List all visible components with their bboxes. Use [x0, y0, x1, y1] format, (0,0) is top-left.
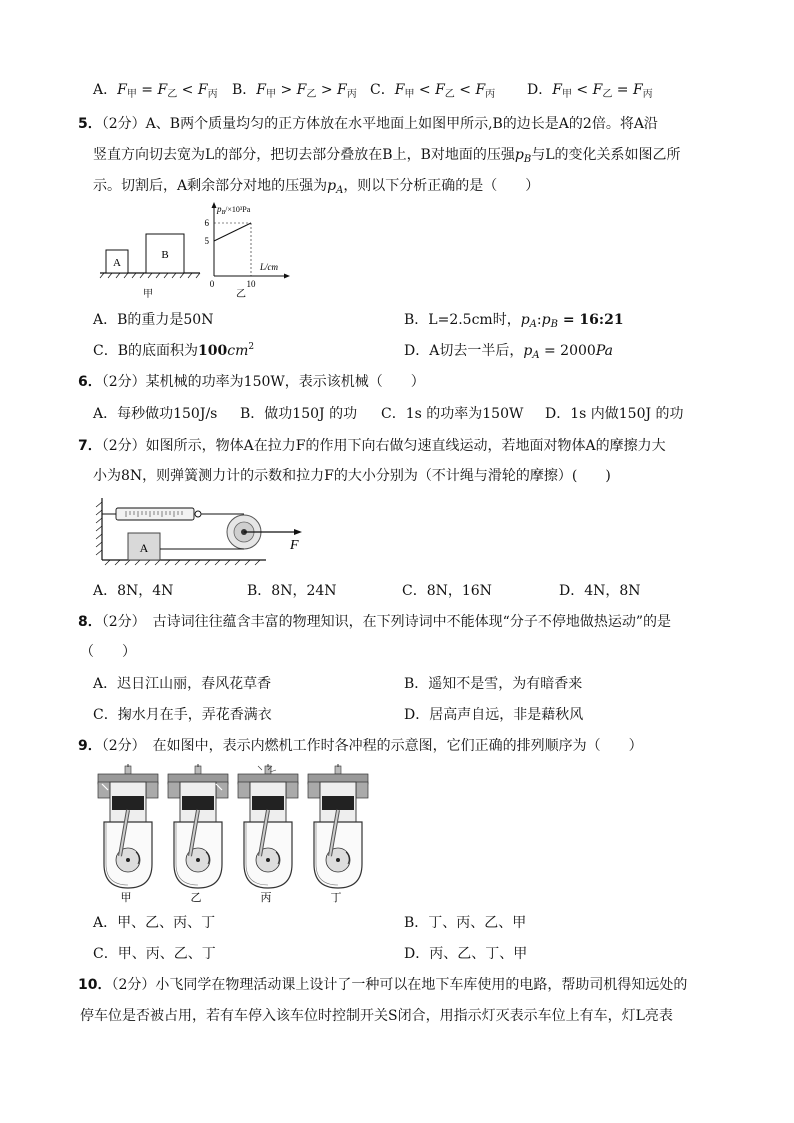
q7-option-a: A．8N，4N — [93, 583, 174, 599]
spring-scale — [116, 508, 194, 520]
q4-option-b: B．$F_甲 > F_乙 > F_丙$ — [232, 82, 357, 100]
q5-option-c: C．B的底面积为$100cm^2$ — [93, 342, 255, 359]
graph-line — [214, 223, 251, 241]
engine-ding — [308, 764, 368, 888]
tick-5: 5 — [204, 236, 209, 246]
graph-xlabel: L/cm — [260, 262, 278, 272]
q8-option-d: D．居高声自远，非是藉秋风 — [404, 707, 584, 723]
q10-stem-line1: 10．（2分）小飞同学在物理活动课上设计了一种可以在地下车库使用的电路，帮助司机得知远处的 — [78, 977, 688, 993]
q8-stem-line2: （ ） — [80, 644, 136, 660]
q6-option-b: B．做功150J 的功 — [240, 406, 358, 422]
figure-label-jia: 甲 — [143, 289, 153, 300]
q9-option-b: B．丁、丙、乙、甲 — [404, 915, 527, 931]
tick-6: 6 — [204, 218, 209, 228]
engine-jia — [98, 764, 158, 888]
q8-option-c: C．掬水月在手，弄花香满衣 — [93, 707, 272, 723]
q9-option-a: A．甲、乙、丙、丁 — [93, 915, 216, 931]
q5-option-a: A．B的重力是50N — [93, 312, 214, 328]
q6-option-c: C．1s 的功率为150W — [381, 406, 524, 422]
tick-0: 0 — [209, 279, 215, 289]
q5-figure — [96, 200, 296, 304]
q7-figure — [94, 494, 314, 570]
block-a-label: A — [113, 257, 121, 269]
q9-option-d: D．丙、乙、丁、甲 — [404, 946, 528, 962]
tick-10: 10 — [246, 279, 256, 289]
q4-option-d: D．$F_甲 < F_乙 = F_丙$ — [527, 82, 653, 100]
q5-option-b: B．L=2.5cm时，$p_A:p_B$ = 16:21 — [404, 312, 624, 330]
q7-option-b: B．8N，24N — [247, 583, 337, 599]
engine-label-ding: 丁 — [330, 892, 342, 904]
q10-stem-line2: 停车位是否被占用，若有车停入该车位时控制开关S闭合，用指示灯灭表示车位上有车，灯L亮表 — [80, 1008, 673, 1024]
q8-stem-line1: 8．（2分） 古诗词往往蕴含丰富的物理知识，在下列诗词中不能体现“分子不停地做热运动”的是 — [78, 614, 671, 630]
q5-stem-line2: 竖直方向切去宽为L的部分，把切去部分叠放在B上，B对地面的压强$p_B$与L的变化关系如图乙所 — [93, 147, 681, 165]
q6-stem: 6．（2分）某机械的功率为150W，表示该机械（ ） — [78, 374, 425, 390]
engine-label-bing: 丙 — [260, 892, 272, 904]
q7-option-d: D．4N，8N — [559, 583, 641, 599]
q9-figure — [92, 764, 382, 904]
q8-option-b: B．遥知不是雪，为有暗香来 — [404, 676, 583, 692]
engine-bing — [238, 764, 298, 888]
q7-stem-line2: 小为8N，则弹簧测力计的示数和拉力F的大小分别为（不计绳与滑轮的摩擦）( ) — [93, 468, 611, 484]
q8-option-a: A．迟日江山丽，春风花草香 — [93, 676, 272, 692]
q5-stem-line3: 示。切割后，A剩余部分对地的压强为$p_A$，则以下分析正确的是（ ） — [93, 178, 540, 196]
graph-ylabel: $p_B/\times 10^3Pa$ — [217, 204, 251, 216]
q4-option-c: C．$F_甲 < F_乙 < F_丙$ — [370, 82, 496, 100]
q9-stem: 9．（2分） 在如图中，表示内燃机工作时各冲程的示意图，它们正确的排列顺序为（ ） — [78, 738, 643, 754]
block-b-label: B — [161, 249, 169, 261]
q4-option-a: A．$F_甲 = F_乙 < F_丙$ — [93, 82, 218, 100]
figure-label-yi: 乙 — [236, 289, 246, 300]
engine-label-yi: 乙 — [190, 892, 202, 904]
engine-label-jia: 甲 — [120, 892, 132, 904]
force-label: F — [290, 538, 299, 553]
q7-option-c: C．8N，16N — [402, 583, 492, 599]
q9-option-c: C．甲、丙、乙、丁 — [93, 946, 216, 962]
q6-option-a: A．每秒做功150J/s — [93, 406, 218, 422]
block-a-label: A — [139, 541, 149, 555]
q5-stem-line1: 5．（2分）A、B两个质量均匀的正方体放在水平地面上如图甲所示,B的边长是A的2倍。将A沿 — [78, 116, 658, 132]
q7-stem-line1: 7．（2分）如图所示，物体A在拉力F的作用下向右做匀速直线运动，若地面对物体A的摩擦力大 — [78, 438, 666, 454]
q6-option-d: D．1s 内做150J 的功 — [545, 406, 684, 422]
engine-yi — [168, 764, 228, 888]
q5-option-d: D．A切去一半后，$p_A = 2000Pa$ — [404, 343, 613, 361]
